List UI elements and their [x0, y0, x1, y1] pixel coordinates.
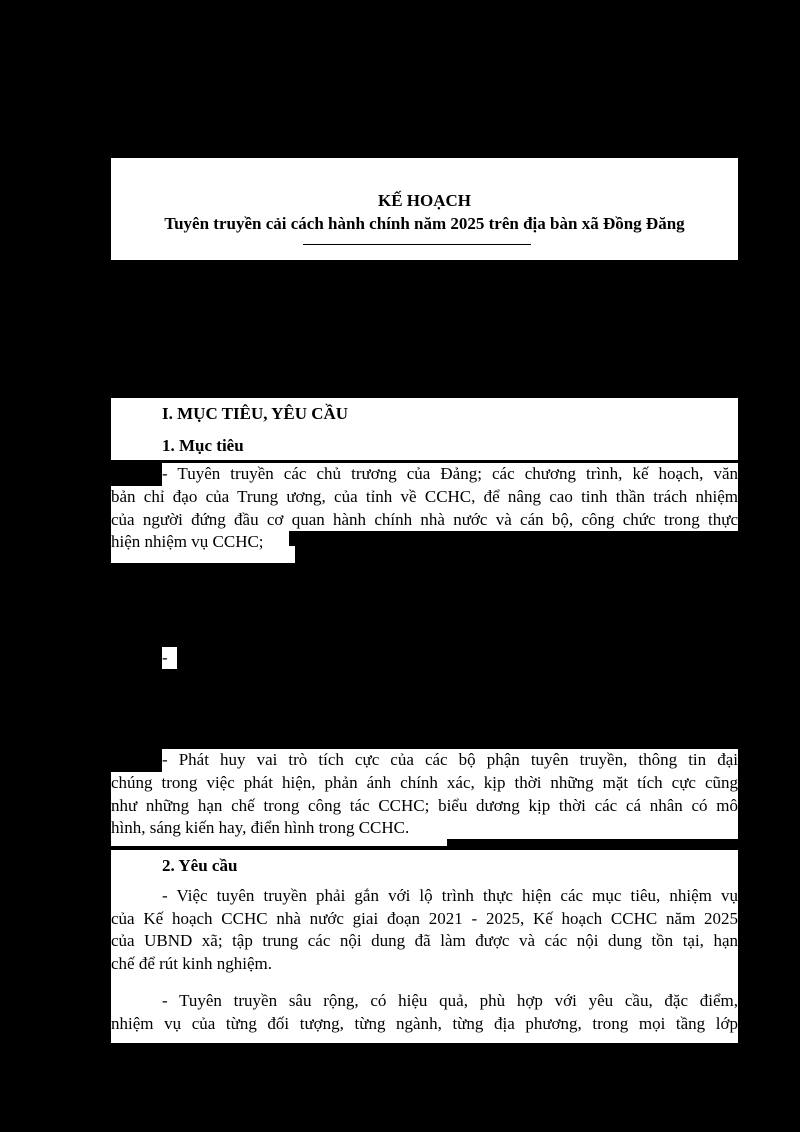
requirements-block [111, 850, 738, 1043]
paragraph-requirements-2: - Tuyên truyền sâu rộng, có hiệu quả, phù hợp với yêu cầu, đặc điểm, nhiệm vụ của từng đối tượng, từng ngành, từng địa phương, trong mọi tầng lớp [111, 991, 738, 1033]
paragraph-goals-line-4: hiện nhiệm vụ CCHC; [111, 531, 289, 563]
paragraph-goals-lines-2-3: bản chỉ đạo của Trung ương, của tỉnh về CCHC, để nâng cao tinh thần trách nhiệm của người đứng đầu cơ quan hành chính nhà nước và cán bộ, công chức trong thực [111, 486, 738, 531]
document-title: KẾ HOẠCH [377, 191, 472, 210]
subsection-heading-goals: 1. Mục tiêu [162, 436, 244, 455]
section-heading-block [111, 398, 738, 460]
title-underline [303, 244, 531, 245]
paragraph-promote-line-1: - Phát huy vai trò tích cực của các bộ phận tuyên truyền, thông tin đại [162, 749, 738, 772]
paragraph-requirements-1: - Việc tuyên truyền phải gắn với lộ trình thực hiện các mục tiêu, nhiệm vụ của Kế hoạch CCHC nhà nước giai đoạn 2021 - 2025, Kế hoạch CCHC năm 2025 của UBND xã; tập trung các nội dung đã làm được và các nội dung tồn tại, hạn chế để rút kinh nghiệm. [111, 886, 738, 973]
paragraph-goals-fragment [289, 546, 295, 563]
title-block [111, 158, 738, 260]
paragraph-dash-fragment: - [162, 647, 177, 669]
paragraph-goals-line-1: - Tuyên truyền các chủ trương của Đảng; các chương trình, kế hoạch, văn [162, 463, 738, 486]
document-subtitle: Tuyên truyền cải cách hành chính năm 2025 trên địa bàn xã Đồng Đăng [164, 214, 685, 233]
subsection-heading-requirements: 2. Yêu cầu [162, 856, 238, 875]
paragraph-promote-lines-2-4: chúng trong việc phát hiện, phản ánh chính xác, kịp thời những mặt tích cực cũng như những hạn chế trong công tác CCHC; biểu dương kịp thời các cá nhân có mô hình, sáng kiến hay, điển hình trong CCHC. [111, 773, 738, 837]
paragraph-promote-tail [111, 839, 447, 846]
section-heading: I. MỤC TIÊU, YÊU CẦU [162, 404, 349, 423]
